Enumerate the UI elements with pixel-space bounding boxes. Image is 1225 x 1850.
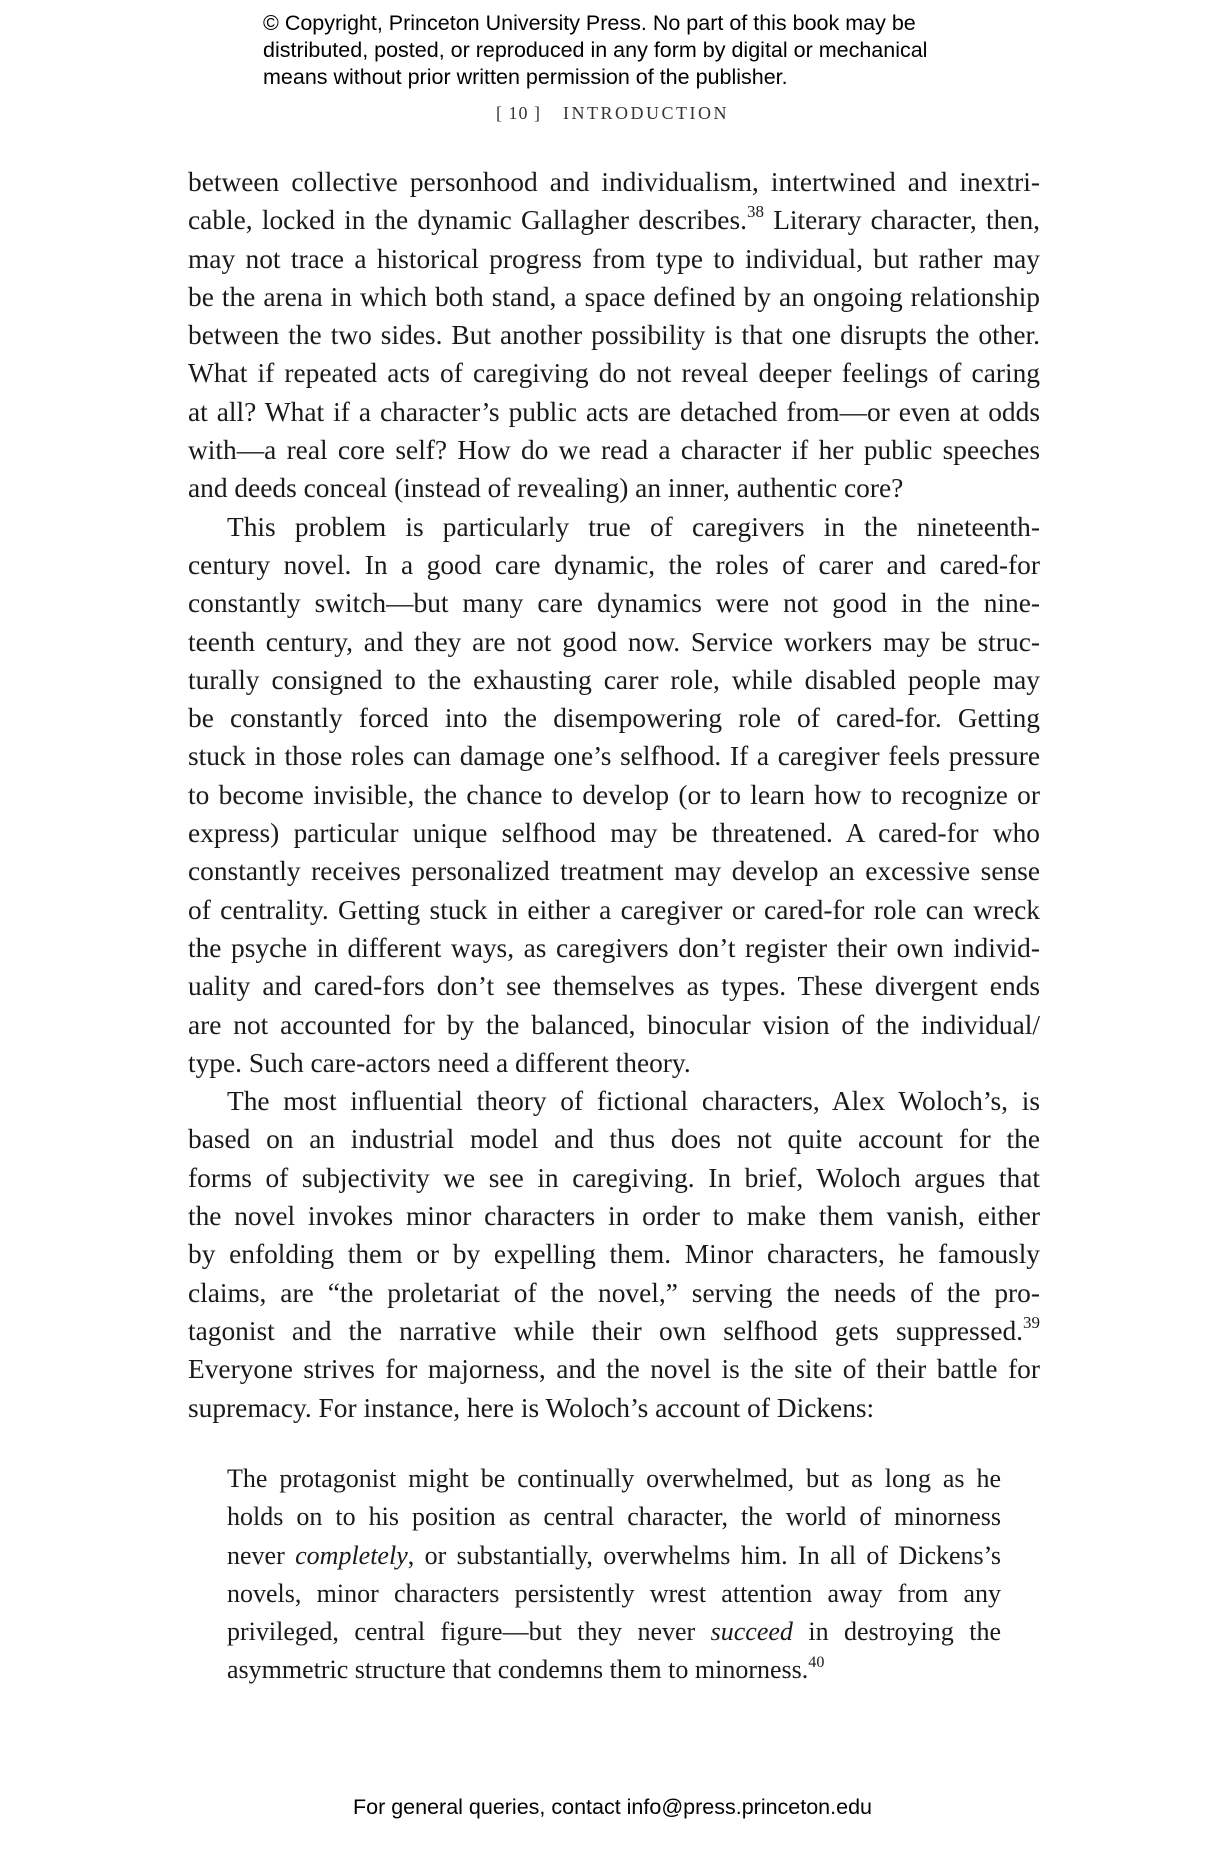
footnote-ref[interactable]: 39 (1023, 1313, 1040, 1333)
block-quote (227, 1460, 1001, 1690)
text-line: between collective personhood and individualism, intertwined and inextri- (188, 167, 1040, 197)
footnote-ref[interactable]: 38 (746, 202, 764, 222)
quote-line: novels, minor characters persistently wrest attention away from any (227, 1578, 1001, 1608)
text-line: at all? What if a character’s public acts are detached from—or even at odds (188, 396, 1040, 427)
text-line: of centrality. Getting stuck in either a caregiver or cared-for role can wreck (188, 894, 1040, 925)
text-line: between the two sides. But another possibility is that one disrupts the other. (188, 320, 1040, 351)
copyright-line: distributed, posted, or reproduced in any form by digital or mechanical (263, 38, 928, 62)
text-line: claims, are “the proletariat of the novel,” serving the needs of the pro- (188, 1277, 1040, 1308)
text-line: uality and cared-fors don’t see themselves as types. These divergent ends (188, 971, 1040, 1002)
text-line: cable, locked in the dynamic Gallagher describes.$^{38}$ Literary character, then, (188, 202, 1040, 236)
footer-contact: For general queries, contact info@press.princeton.edu (352, 1795, 872, 1819)
page-number: [ 10 ] (496, 103, 541, 123)
running-head (0, 103, 1225, 124)
quote-line: asymmetric structure that condemns them to minorness.$^{40}$ (227, 1654, 825, 1685)
footnote-ref[interactable]: 40 (808, 1654, 825, 1672)
text-line: forms of subjectivity we see in caregiving. In brief, Woloch argues that (188, 1162, 1040, 1193)
text-line: tagonist and the narrative while their own selfhood gets suppressed.$^{39}$ (188, 1313, 1040, 1346)
quote-line: never completely, or substantially, overwhelms him. In all of Dickens’s (227, 1540, 1001, 1570)
text-line: the novel invokes minor characters in order to make them vanish, either (188, 1201, 1040, 1232)
quote-line: The protagonist might be continually overwhelmed, but as long as he (227, 1464, 1001, 1493)
text-line: express) particular unique selfhood may be threatened. A cared-for who (188, 818, 1040, 849)
text-line: The most influential theory of fictional characters, Alex Woloch’s, is (227, 1086, 1040, 1117)
copyright-notice (263, 10, 1023, 91)
text-line: based on an industrial model and thus does not quite account for the (188, 1124, 1040, 1155)
text-line: by enfolding them or by expelling them. Minor characters, he famously (188, 1239, 1040, 1270)
text-line: be constantly forced into the disempowering role of cared-for. Getting (188, 703, 1040, 734)
emphasis: completely (295, 1540, 408, 1570)
text-line: be the arena in which both stand, a space defined by an ongoing relationship (188, 281, 1040, 312)
text-line: with—a real core self? How do we read a character if her public speeches (188, 435, 1040, 466)
text-line: teenth century, and they are not good now. Service workers may be struc- (188, 626, 1040, 657)
text-line: This problem is particularly true of caregivers in the nineteenth- (227, 511, 1040, 542)
text-line: constantly receives personalized treatment may develop an excessive sense (188, 856, 1040, 887)
emphasis: succeed (710, 1617, 793, 1647)
text-line: What if repeated acts of caregiving do not reveal deeper feelings of caring (188, 358, 1040, 389)
text-line: may not trace a historical progress from type to individual, but rather may (188, 243, 1040, 274)
text-line: constantly switch—but many care dynamics were not good in the nine- (188, 588, 1040, 619)
text-line: type. Such care-actors need a different theory. (188, 1047, 691, 1078)
quote-line: holds on to his position as central character, the world of minorness (227, 1502, 1001, 1532)
main-text (188, 163, 1040, 1427)
text-line: turally consigned to the exhausting carer role, while disabled people may (188, 664, 1040, 695)
text-line: and deeds conceal (instead of revealing) an inner, authentic core? (188, 473, 904, 504)
copyright-line: © Copyright, Princeton University Press. No part of this book may be (263, 11, 916, 35)
section-title: INTRODUCTION (563, 103, 729, 123)
copyright-line: means without prior written permission of the publisher. (263, 65, 788, 89)
text-line: the psyche in different ways, as caregivers don’t register their own individ- (188, 932, 1040, 963)
text-line: to become invisible, the chance to develop (or to learn how to recognize or (188, 779, 1040, 810)
quote-line: privileged, central figure—but they never succeed in destroying the (227, 1617, 1001, 1647)
text-line: century novel. In a good care dynamic, the roles of carer and cared-for (188, 549, 1040, 580)
text-line: stuck in those roles can damage one’s selfhood. If a caregiver feels pressure (188, 741, 1040, 772)
text-line: are not accounted for by the balanced, binocular vision of the individual/ (188, 1009, 1040, 1040)
text-line: supremacy. For instance, here is Woloch’s account of Dickens: (188, 1392, 875, 1423)
text-line: Everyone strives for majorness, and the novel is the site of their battle for (188, 1354, 1040, 1385)
